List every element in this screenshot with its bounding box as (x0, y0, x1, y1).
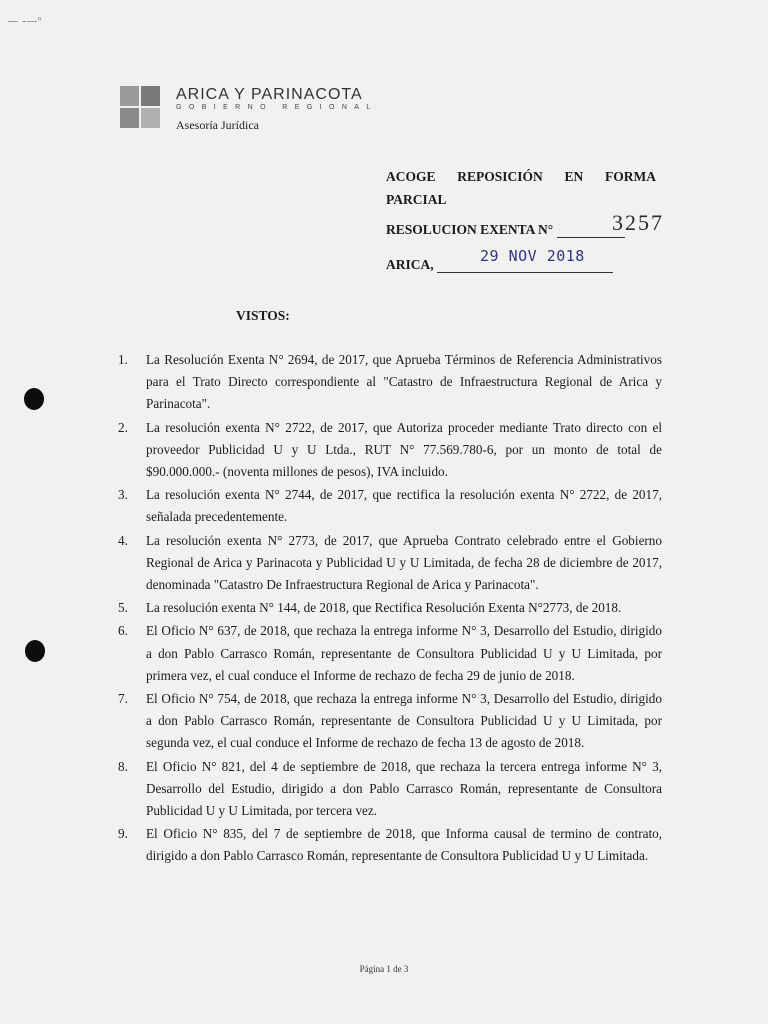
list-item (118, 620, 662, 687)
org-title: ARICA Y PARINACOTA (176, 86, 363, 103)
department-label: Asesoría Jurídica (176, 118, 259, 132)
page-footer: Página 1 de 3 (359, 964, 409, 974)
resolution-label: RESOLUCION EXENTA N° (386, 222, 554, 237)
regional-government-logo (120, 86, 160, 128)
item-text: La resolución exenta N° 2744, de 2017, que rectifica la resolución exenta N° 2722, de 2017, señalada precedentemente. (146, 487, 662, 525)
list-item (118, 417, 662, 484)
item-number: 7. (118, 691, 128, 707)
item-number: 3. (118, 487, 128, 503)
item-text: La resolución exenta N° 2722, de 2017, que Autoriza proceder mediante Trato directo con el proveedor Publicidad U y U Ltda., RUT N° 77.569.780-6, por un monto de total de $90.000.000.- (noventa millones de pesos), IVA incluido. (146, 419, 662, 480)
resolution-title: ACOGE REPOSICIÓN EN FORMA PARCIAL (386, 169, 656, 207)
scan-mark: — -—º (8, 16, 42, 27)
item-text: El Oficio N° 821, del 4 de septiembre de 2018, que rechaza la tercera entrega informe N° 3, Desarrollo del Estudio, dirigido a don Pablo Carrasco Román, representante de Consultora Publicidad U y U Limitada, por tercera vez. (146, 758, 662, 819)
item-number: 6. (118, 623, 128, 639)
item-text: La resolución exenta N° 2773, de 2017, que Aprueba Contrato celebrado entre el Gobierno Regional de Arica y Parinacota y Publicidad U y U Limitada, de fecha 28 de diciembre de 2017, denominada "Catastro De Infraestructura Regional de Arica y Parinacota". (146, 532, 662, 593)
punch-hole-top (24, 388, 44, 410)
list-item (118, 823, 662, 867)
item-number: 1. (118, 352, 128, 367)
item-number: 5. (118, 600, 128, 616)
city-label: ARICA, (386, 257, 434, 272)
list-item (118, 530, 662, 597)
list-item (118, 484, 662, 528)
item-text: La resolución exenta N° 144, de 2018, que Rectifica Resolución Exenta N°2773, de 2018. (146, 600, 622, 616)
item-text: El Oficio N° 835, del 7 de septiembre de 2018, que Informa causal de termino de contrato, dirigido a don Pablo Carrasco Román, representante de Consultora Publicidad U y U Limitada. (146, 826, 662, 864)
vistos-list (118, 349, 662, 869)
list-item (118, 756, 662, 823)
resolution-line (386, 222, 625, 238)
item-text: El Oficio N° 754, de 2018, que rechaza la entrega informe N° 3, Desarrollo del Estudio, dirigido a don Pablo Carrasco Román, representante de Consultora Publicidad U y U Limitada, por segunda vez, el cual conduce el Informe de rechazo de fecha 13 de agosto de 2018. (146, 691, 662, 751)
item-number: 9. (118, 826, 128, 842)
item-text: El Oficio N° 637, de 2018, que rechaza la entrega informe N° 3, Desarrollo del Estudio, dirigido a don Pablo Carrasco Román, representante de Consultora Publicidad U y U Limitada, por primera vez, el cual conduce el Informe de rechazo de fecha 29 de junio de 2018. (146, 623, 662, 683)
section-title: VISTOS: (236, 308, 290, 323)
item-number: 4. (118, 532, 128, 548)
resolution-number-blank (557, 236, 625, 238)
date-blank (437, 271, 613, 273)
list-item (118, 349, 662, 416)
punch-hole-bottom (25, 640, 45, 662)
item-text: La Resolución Exenta N° 2694, de 2017, que Aprueba Términos de Referencia Administrativos para el Trato Directo correspondiente al "Catastro de Infraestructura Regional de Arica y Parinacota". (146, 352, 662, 412)
item-number: 8. (118, 758, 128, 774)
org-subtitle: GOBIERNO REGIONAL (176, 104, 378, 111)
date-stamp: 29 NOV 2018 (480, 247, 585, 265)
list-item (118, 688, 662, 755)
item-number: 2. (118, 419, 128, 435)
resolution-number: 3257 (612, 210, 664, 235)
list-item (118, 597, 662, 619)
